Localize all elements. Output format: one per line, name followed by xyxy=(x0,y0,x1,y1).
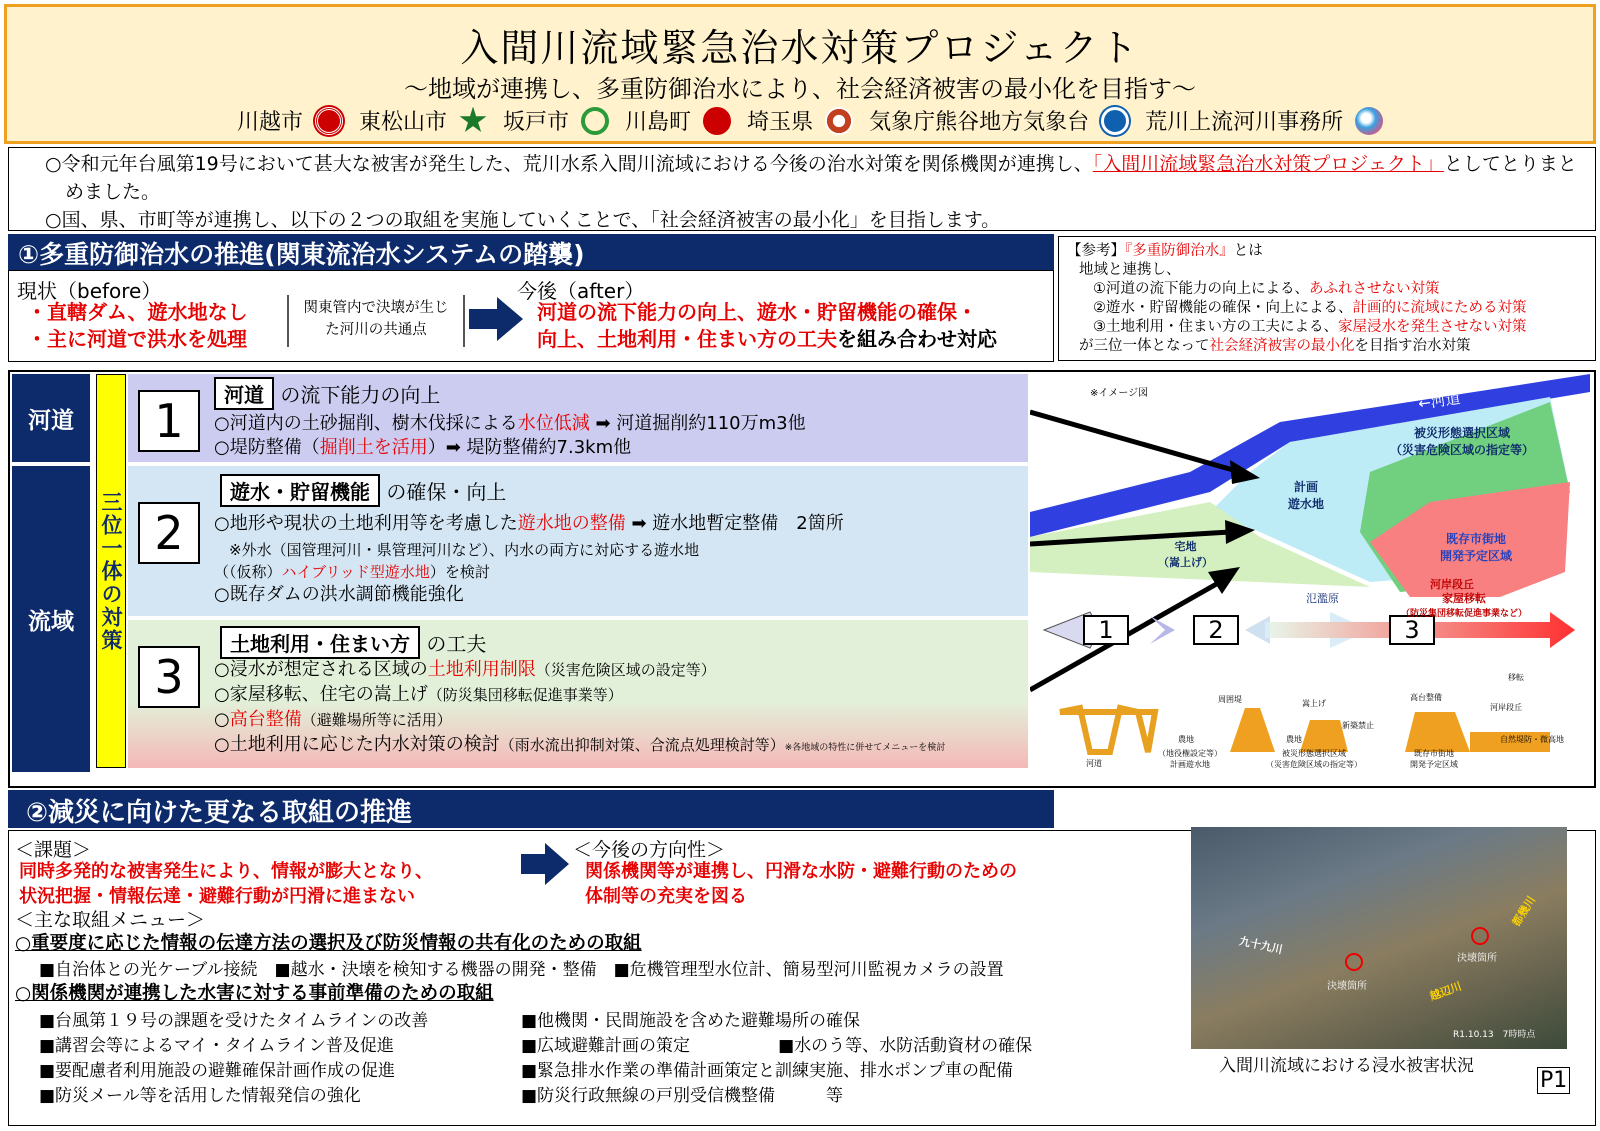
direction-label: ＜今後の方向性＞ xyxy=(573,839,726,861)
section-label: 嵩上げ xyxy=(1302,699,1326,708)
project-name-highlight: 「入間川流域緊急治水対策プロジェクト」 xyxy=(1092,153,1444,175)
org-name: 気象庁熊谷地方気象台 xyxy=(869,110,1090,135)
section2-title: ②減災に向けた更なる取組の推進 xyxy=(8,790,1054,828)
before-item: ・主に河道で洪水を処理 xyxy=(27,327,247,351)
section-label: 既存市街地 開発予定区域 xyxy=(1410,749,1458,769)
org-name: 埼玉県 xyxy=(747,110,814,135)
sakado-seal-icon xyxy=(581,107,609,135)
after-text xyxy=(537,299,997,353)
menu-items-2-left: ■台風第１９号の課題を受けたタイムラインの改善 ■講習会等によるマイ・タイムライン普及促進 ■要配慮者利用施設の避難確保計画作成の促進 ■防災メール等を活用した情報発信の強化 xyxy=(39,1011,429,1106)
menu-label: ＜主な取組メニュー＞ xyxy=(15,909,206,931)
higashimatsuyama-seal-icon xyxy=(459,107,487,135)
measure-row-1 xyxy=(128,374,1028,462)
measure-row-2 xyxy=(128,466,1028,616)
image-note: ※イメージ図 xyxy=(1090,388,1149,399)
org-name: 東松山市 xyxy=(359,110,448,135)
measure-line: ○河道内の土砂掘削、樹木伐採による水位低減 ➡ 河道掘削約110万m3他 xyxy=(214,413,806,434)
measure-number: 3 xyxy=(138,646,200,708)
pillar-basin: 流域 xyxy=(12,466,90,772)
ref-head-term: 『多重防御治水』 xyxy=(1125,243,1234,259)
section-label: 農地 xyxy=(1178,735,1194,744)
photo-label: 越辺川 xyxy=(1427,979,1464,1004)
reference-box xyxy=(1058,236,1596,361)
photo-caption: 入間川流域における浸水被害状況 xyxy=(1219,1056,1474,1076)
ref-item: ③土地利用・住まい方の工夫による、家屋浸水を発生させない対策 xyxy=(1093,319,1527,335)
measure-number: 2 xyxy=(138,502,200,564)
diagram-number: 1 xyxy=(1098,616,1114,644)
before-after-box xyxy=(8,270,1054,362)
breach-marker-icon xyxy=(1345,953,1363,971)
trinity-label: 三位一体の対策 xyxy=(96,374,126,768)
zone-label: 被災形態選択区域 （災害危険区域の指定等） xyxy=(1390,426,1535,457)
measure-line: ○地形や現状の土地利用等を考慮した遊水地の整備 ➡ 遊水地暫定整備 2箇所 xyxy=(214,513,844,534)
before-list xyxy=(27,299,248,353)
org-name: 川越市 xyxy=(237,110,304,135)
diagram-number: 2 xyxy=(1208,616,1224,644)
kawagoe-seal-icon xyxy=(315,107,343,135)
diagram-number: 3 xyxy=(1404,616,1420,644)
section-label: 自然堤防・微高地 xyxy=(1500,735,1564,744)
kawajima-seal-icon xyxy=(703,107,731,135)
photo-label: 都幾川 xyxy=(1509,893,1539,929)
basin-label: 計画 遊水地 xyxy=(1288,480,1325,511)
ref-item: ②遊水・貯留機能の確保・向上による、計画的に流域にためる対策 xyxy=(1093,300,1527,316)
ref-line: 地域と連携し、 xyxy=(1079,262,1181,278)
flood-photo xyxy=(1191,827,1567,1049)
ref-line: が三位一体となって社会経済被害の最小化を目指す治水対策 xyxy=(1079,338,1471,354)
section-label: 周囲堤 xyxy=(1218,695,1242,704)
measure-heading: 土地利用・住まい方 の工夫 xyxy=(220,626,486,659)
measure-line: ○家屋移転、住宅の嵩上げ（防災集団移転促進事業等） xyxy=(214,684,623,705)
before-label: 現状（before） xyxy=(17,279,162,303)
menu-items-2-right: ■他機関・民間施設を含めた避難場所の確保 ■広域避難計画の策定 ■水のう等、水防活動資材の確保 ■緊急排水作業の準備計画策定と訓練実施、排水ポンプ車の配備 ■防災行政無線の戸別受信機整備 等 xyxy=(521,1011,1033,1106)
org-name: 荒川上流河川事務所 xyxy=(1145,110,1344,135)
section-label: 高台整備 xyxy=(1410,693,1442,702)
river-label: ←河道 xyxy=(1417,389,1462,413)
intro-text xyxy=(8,147,1596,231)
measure-line: ○堤防整備（掘削土を活用）➡ 堤防整備約7.3km他 xyxy=(214,437,632,458)
before-item: ・直轄ダム、遊水地なし xyxy=(27,300,248,324)
section-label: 農地 xyxy=(1286,735,1302,744)
issue-label: ＜課題＞ xyxy=(15,839,92,861)
measure-line: （（仮称）ハイブリッド型遊水地）を検討 xyxy=(214,563,490,581)
right-arrow-icon xyxy=(469,297,523,341)
section-label: 移転 xyxy=(1508,673,1524,682)
org-name: 川島町 xyxy=(625,110,692,135)
breach-marker-icon xyxy=(1471,927,1489,945)
measure-line: ※外水（国管理河川・県管理河川など）、内水の両方に対応する遊水地 xyxy=(214,541,700,559)
ref-head: 【参考】 xyxy=(1067,243,1125,259)
after-label: 今後（after） xyxy=(517,279,645,303)
photo-label: 決壊箇所 xyxy=(1457,953,1497,964)
town-label: 既存市街地 開発予定区域 xyxy=(1440,532,1513,563)
issue-text: 同時多発的な被害発生により、情報が膨大となり、 状況把握・情報伝達・避難行動が円滑に進まない xyxy=(19,861,433,907)
section2-box xyxy=(8,830,1596,1126)
section1-title: ①多重防御治水の推進(関東流治水システムの踏襲) xyxy=(8,234,1054,270)
page-number: P1 xyxy=(1537,1067,1570,1094)
org-list xyxy=(237,105,1393,136)
photo-timestamp: R1.10.13 7時時点 xyxy=(1453,1030,1536,1040)
after-line: 向上、土地利用・住まい方の工夫 xyxy=(537,327,837,351)
common-point-bracket: 関東管内で決壊が生じた河川の共通点 xyxy=(287,295,465,347)
intro-line: ○令和元年台風第19号において甚大な被害が発生した、荒川水系入間川流域における今後の治水対策を関係機関が連携し、 xyxy=(45,153,1093,175)
measure-heading: 河道 の流下能力の向上 xyxy=(214,377,440,410)
ref-item: ①河道の流下能力の向上による、あふれさせない対策 xyxy=(1093,281,1440,297)
direction-text: 関係機関等が連携し、円滑な水防・避難行動のための 体制等の充実を図る xyxy=(585,861,1017,907)
measure-line: ○高台整備（避難場所等に活用） xyxy=(214,709,452,730)
relocation-label: 家屋移転 （防災集団移転促進事業など） xyxy=(1400,592,1527,619)
section-label: （地役権設定等） 計画遊水地 xyxy=(1158,749,1222,769)
measure-row-3 xyxy=(128,620,1028,768)
intro-line: ○国、県、市町等が連携し、以下の２つの取組を実施していくことで、「社会経済被害の最小化」を目指します。 xyxy=(45,209,1001,231)
concept-diagram xyxy=(1030,372,1594,786)
mlit-logo-icon xyxy=(1355,107,1383,135)
photo-label: 決壊箇所 xyxy=(1327,981,1367,992)
menu-items-1: ■自治体との光ケーブル接続 ■越水・決壊を検知する機器の開発・整備 ■危機管理型水位計、簡易型河川監視カメラの設置 xyxy=(39,960,1004,980)
section-label: 河岸段丘 xyxy=(1490,703,1522,712)
terrace-label: 河岸段丘 xyxy=(1430,578,1474,591)
section-label: 新築禁止 xyxy=(1342,721,1374,730)
header-banner xyxy=(4,4,1596,144)
measure-line: ○既存ダムの洪水調節機能強化 xyxy=(214,584,464,605)
measure-line: ○土地利用に応じた内水対策の検討（雨水流出抑制対策、合流点処理検討等）※各地域の特性に併せてメニューを検討 xyxy=(214,734,946,755)
jma-logo-icon xyxy=(1101,107,1129,135)
measures-panel xyxy=(8,370,1596,788)
menu-group-2: ○関係機関が連携した水害に対する事前準備のための取組 xyxy=(15,983,494,1004)
ref-head: とは xyxy=(1233,243,1263,259)
page-subtitle: ～地域が連携し、多重防御治水により、社会経済被害の最小化を目指す～ xyxy=(404,75,1196,103)
section-label: 被災形態選択区域 （災害危険区域の指定等） xyxy=(1266,749,1362,769)
floodplain-label: 氾濫原 xyxy=(1306,592,1339,605)
measure-heading: 遊水・貯留機能 の確保・向上 xyxy=(220,474,506,507)
saitama-seal-icon xyxy=(825,107,853,135)
measure-number: 1 xyxy=(138,390,200,452)
after-line: を組み合わせ対応 xyxy=(837,327,997,351)
after-line: 河道の流下能力の向上、遊水・貯留機能の確保・ xyxy=(537,300,977,324)
photo-label: 九十九川 xyxy=(1238,934,1284,957)
raised-label: 宅地 （嵩上げ） xyxy=(1158,540,1213,569)
right-arrow-icon xyxy=(521,843,569,885)
menu-group-1: ○重要度に応じた情報の伝達方法の選択及び防災情報の共有化のための取組 xyxy=(15,933,642,954)
pillar-river: 河道 xyxy=(12,374,90,462)
page-title: 入間川流域緊急治水対策プロジェクト xyxy=(460,26,1140,70)
section-label: 河道 xyxy=(1086,759,1102,768)
intro-line: としてとりまとめました。 xyxy=(65,153,1577,203)
org-name: 坂戸市 xyxy=(503,110,570,135)
measure-line: ○浸水が想定される区域の土地利用制限（災害危険区域の設定等） xyxy=(214,659,716,680)
